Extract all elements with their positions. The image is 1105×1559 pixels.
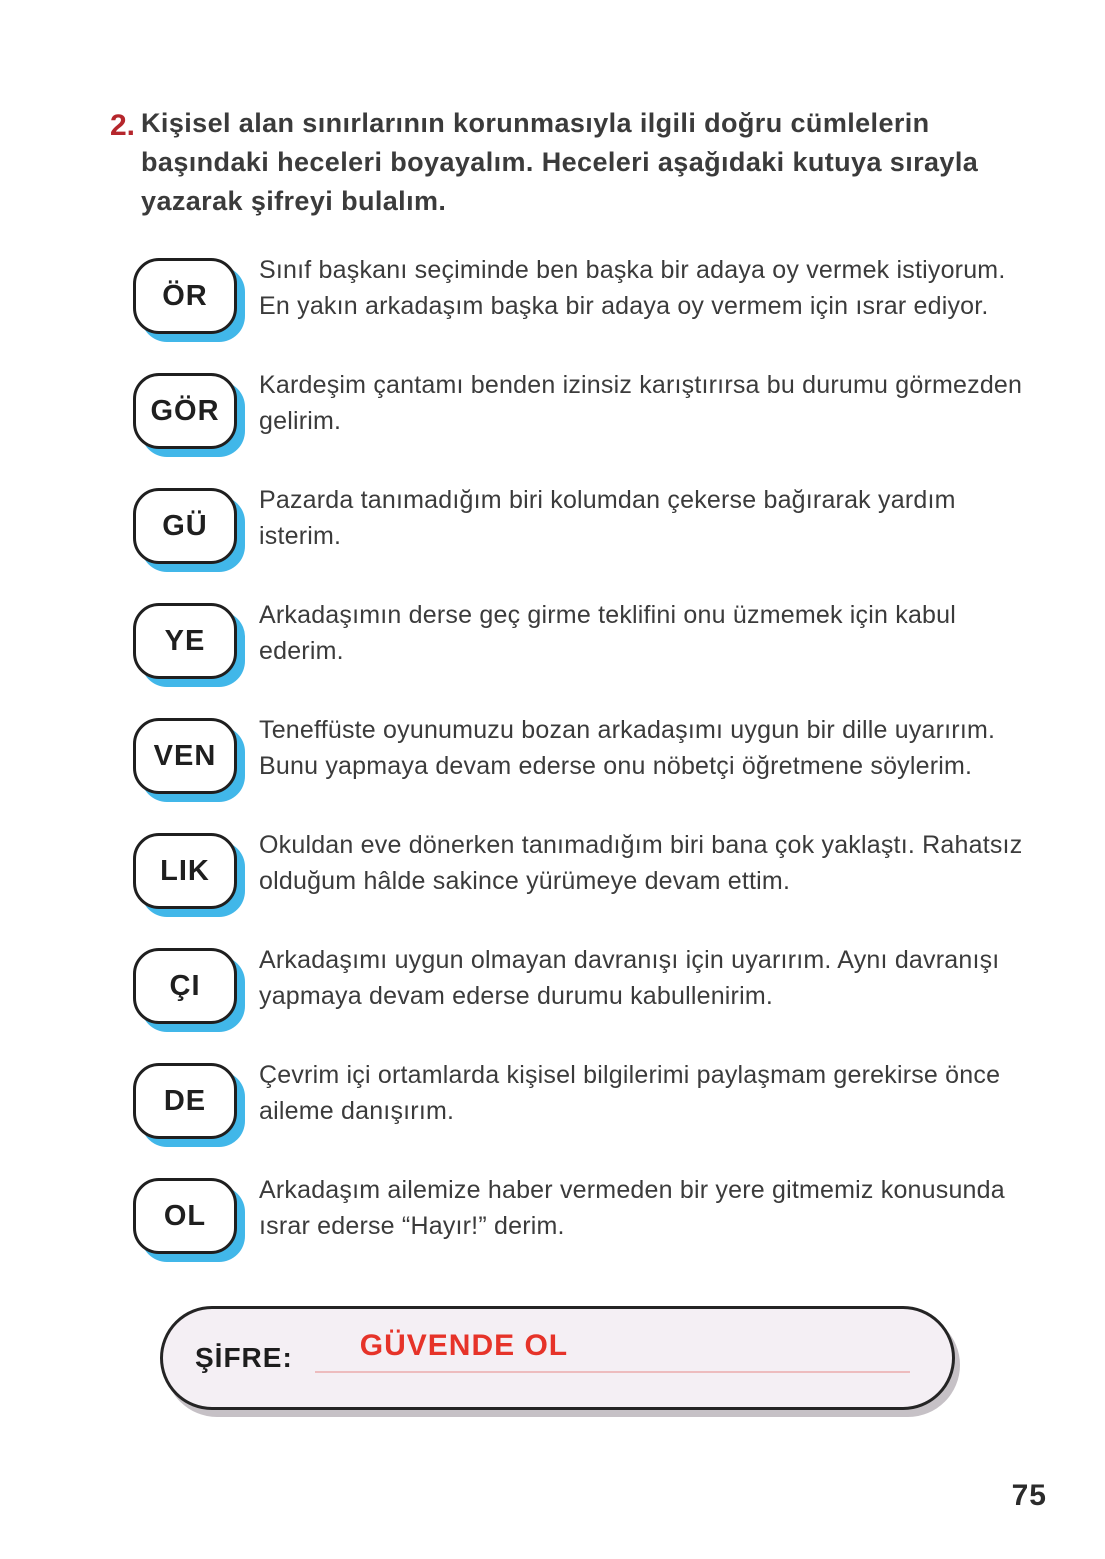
exercise-number: 2. <box>110 109 136 142</box>
list-item <box>133 370 1025 449</box>
sentence-text: Kardeşim çantamı benden izinsiz karıştırırsa bu durumu görmezden gelirim. <box>259 371 1023 435</box>
sentence-text: Okuldan eve dönerken tanımadığım biri bana çok yaklaştı. Rahatsız olduğum hâlde sakince yürümeye devam ettim. <box>259 831 1023 895</box>
sentence-text: Teneffüste oyunumuzu bozan arkadaşımı uygun bir dille uyarırım. Bunu yapmaya devam ederse onu nöbetçi öğretmene söylerim. <box>259 716 996 780</box>
cipher-label: ŞİFRE: <box>195 1342 293 1374</box>
cipher-section <box>160 1306 1025 1410</box>
syllable-label: GÖR <box>150 394 220 427</box>
list-item <box>133 600 1025 679</box>
sentence-text: Arkadaşım ailemize haber vermeden bir yere gitmemiz konusunda ısrar ederse “Hayır!” derim. <box>259 1176 1005 1240</box>
list-item <box>133 715 1025 794</box>
syllable-label: ÇI <box>169 969 201 1002</box>
list-item <box>133 255 1025 334</box>
syllable-box-gu[interactable] <box>133 488 237 564</box>
list-item <box>133 1175 1025 1254</box>
syllable-label: LIK <box>160 854 210 887</box>
syllable-box-or[interactable] <box>133 258 237 334</box>
syllable-box-gor[interactable] <box>133 373 237 449</box>
syllable-label: GÜ <box>162 509 208 542</box>
cipher-answer-line[interactable] <box>315 1329 910 1373</box>
syllable-label: DE <box>163 1084 207 1117</box>
page-number: 75 <box>1011 1479 1047 1512</box>
sentence-text: Arkadaşımın derse geç girme teklifini onu üzmemek için kabul ederim. <box>259 601 957 665</box>
list-item <box>133 485 1025 564</box>
syllable-box-lik[interactable] <box>133 833 237 909</box>
syllable-label: OL <box>163 1199 207 1232</box>
list-item <box>133 1060 1025 1139</box>
list-item <box>133 945 1025 1024</box>
syllable-label: YE <box>164 624 206 657</box>
sentence-text: Arkadaşımı uygun olmayan davranışı için uyarırım. Aynı davranışı yapmaya devam ederse durumu kabullenirim. <box>259 946 1000 1010</box>
syllable-box-de[interactable] <box>133 1063 237 1139</box>
list-item <box>133 830 1025 909</box>
cipher-answer-text: GÜVENDE OL <box>359 1329 569 1363</box>
syllable-box-ye[interactable] <box>133 603 237 679</box>
sentence-list <box>133 255 1025 1254</box>
sentence-text: Pazarda tanımadığım biri kolumdan çekerse bağırarak yardım isterim. <box>259 486 956 550</box>
syllable-box-ci[interactable] <box>133 948 237 1024</box>
exercise-heading <box>110 104 1025 221</box>
cipher-box <box>160 1306 955 1410</box>
syllable-box-ven[interactable] <box>133 718 237 794</box>
sentence-text: Çevrim içi ortamlarda kişisel bilgilerimi paylaşmam gerekirse önce aileme danışırım. <box>259 1061 1001 1125</box>
syllable-label: ÖR <box>162 279 208 312</box>
sentence-text: Sınıf başkanı seçiminde ben başka bir adaya oy vermek istiyorum. En yakın arkadaşım başka bir adaya oy vermem için ısrar ediyor. <box>259 256 1006 320</box>
syllable-box-ol[interactable] <box>133 1178 237 1254</box>
exercise-instruction: Kişisel alan sınırlarının korunmasıyla ilgili doğru cümlelerin başındaki heceleri boyayalım. Heceleri aşağıdaki kutuya sırayla yazarak şifreyi bulalım. <box>141 108 979 217</box>
syllable-label: VEN <box>153 739 217 772</box>
